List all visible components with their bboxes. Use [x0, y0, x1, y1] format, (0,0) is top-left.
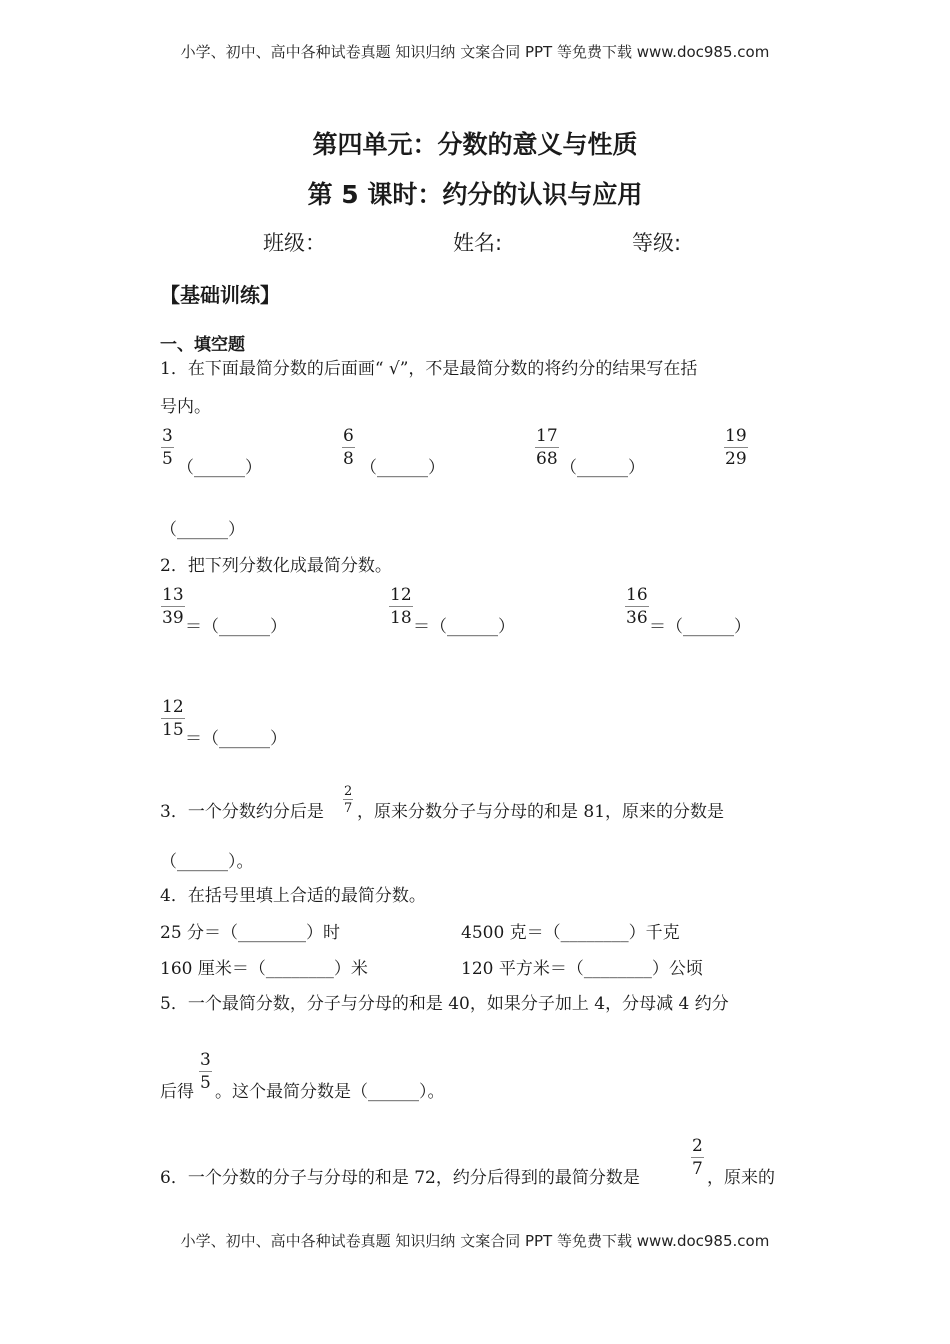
numerator: 12 — [390, 585, 412, 605]
denominator: 7 — [344, 801, 353, 816]
name-label: 姓名: — [453, 231, 503, 255]
denominator: 8 — [343, 449, 354, 469]
q1-answer-blank-3[interactable]: （______） — [560, 458, 645, 478]
question-6-text-after: ，原来的 — [707, 1168, 775, 1188]
q3-fraction — [343, 785, 353, 815]
q5-fraction — [199, 1052, 212, 1092]
denominator: 68 — [536, 449, 558, 469]
grade-label: 等级: — [632, 231, 682, 255]
q1-answer-blank-2[interactable]: （______） — [360, 458, 445, 478]
q1-fraction-2 — [342, 428, 355, 468]
page-title: 第四单元：分数的意义与性质 — [312, 130, 638, 159]
class-label: 班级： — [263, 231, 326, 255]
q2-fraction-3 — [625, 587, 649, 627]
page-subtitle: 第 5 课时：约分的认识与应用 — [307, 180, 643, 209]
q2-fraction-4 — [161, 699, 185, 739]
denominator: 18 — [390, 608, 412, 628]
q3-answer-blank[interactable]: （______）。 — [160, 852, 254, 872]
numerator: 13 — [162, 585, 184, 605]
footer-banner: 小学、初中、高中各种试卷真题 知识归纳 文案合同 PPT 等免费下载 www.doc985.com — [180, 1232, 770, 1250]
question-5-text-after: 。这个最简分数是（______）。 — [215, 1082, 445, 1102]
numerator: 3 — [200, 1050, 211, 1070]
q2-answer-blank-3[interactable]: ＝（______） — [649, 617, 751, 637]
q4-item-2[interactable]: 4500 克＝（________）千克 — [461, 923, 680, 943]
denominator: 7 — [692, 1159, 703, 1179]
q1-answer-blank-1[interactable]: （______） — [177, 458, 262, 478]
question-3-text-before: 3．一个分数约分后是 — [160, 802, 324, 822]
denominator: 15 — [162, 720, 184, 740]
denominator: 29 — [725, 449, 747, 469]
q2-fraction-2 — [389, 587, 413, 627]
q1-fraction-4 — [724, 428, 748, 468]
denominator: 5 — [200, 1073, 211, 1093]
question-1-line-1: 1．在下面最简分数的后面画“ √”，不是最简分数的将约分的结果写在括 — [160, 359, 698, 379]
header-banner: 小学、初中、高中各种试卷真题 知识归纳 文案合同 PPT 等免费下载 www.doc985.com — [180, 43, 770, 61]
question-4-text: 4．在括号里填上合适的最简分数。 — [160, 886, 426, 906]
q4-item-1[interactable]: 25 分＝（________）时 — [160, 923, 341, 943]
numerator: 2 — [344, 784, 353, 799]
q1-fraction-3 — [535, 428, 559, 468]
denominator: 39 — [162, 608, 184, 628]
numerator: 2 — [692, 1136, 703, 1156]
question-1-line-2: 号内。 — [160, 397, 211, 417]
question-5-text-before: 后得 — [160, 1082, 194, 1102]
numerator: 12 — [162, 697, 184, 717]
numerator: 19 — [725, 426, 747, 446]
numerator: 16 — [626, 585, 648, 605]
q1-answer-blank-4[interactable]: （______） — [160, 520, 245, 540]
q4-item-4[interactable]: 120 平方米＝（________）公顷 — [461, 959, 703, 979]
subsection-heading: 一、填空题 — [160, 335, 245, 355]
numerator: 17 — [536, 426, 558, 446]
denominator: 36 — [626, 608, 648, 628]
q2-answer-blank-4[interactable]: ＝（______） — [185, 729, 287, 749]
section-heading: 【基础训练】 — [160, 283, 280, 307]
question-3-text-after: ，原来分数分子与分母的和是 81，原来的分数是 — [357, 802, 725, 822]
question-2-text: 2．把下列分数化成最简分数。 — [160, 556, 392, 576]
q4-item-3[interactable]: 160 厘米＝（________）米 — [160, 959, 368, 979]
q1-fraction-1 — [161, 428, 174, 468]
q6-fraction — [691, 1138, 704, 1178]
q2-fraction-1 — [161, 587, 185, 627]
q2-answer-blank-2[interactable]: ＝（______） — [413, 617, 515, 637]
denominator: 5 — [162, 449, 173, 469]
question-6-text-before: 6．一个分数的分子与分母的和是 72，约分后得到的最简分数是 — [160, 1168, 640, 1188]
numerator: 3 — [162, 426, 173, 446]
q2-answer-blank-1[interactable]: ＝（______） — [185, 617, 287, 637]
numerator: 6 — [343, 426, 354, 446]
question-5-line-1: 5．一个最简分数，分子与分母的和是 40，如果分子加上 4，分母减 4 约分 — [160, 994, 729, 1014]
